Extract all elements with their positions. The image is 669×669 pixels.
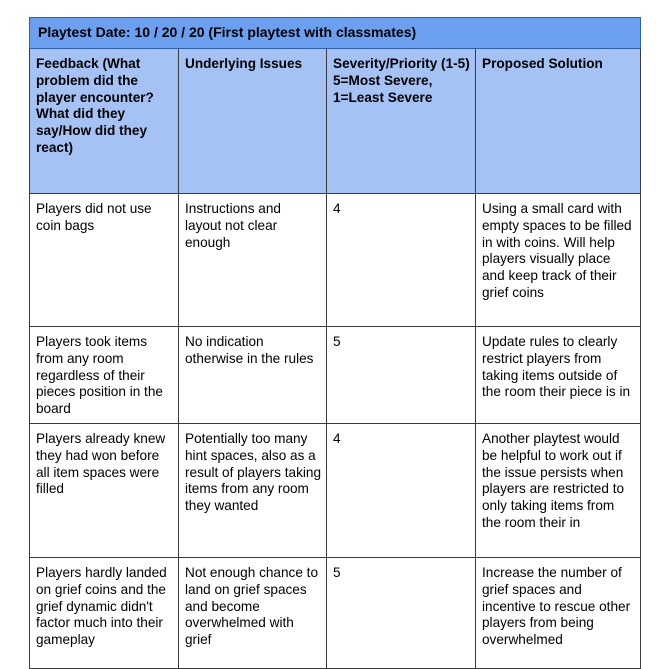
issues-cell: Potentially too many hint spaces, also as a result of players taking items from any room they wanted [179,423,327,557]
feedback-cell: Players hardly landed on grief coins and the grief dynamic didn't factor much into their gameplay [30,557,179,668]
table-row [30,327,641,424]
solution-cell: Update rules to clearly restrict players from taking items outside of the room their piece is in [476,327,641,424]
header-severity: Severity/Priority (1-5) 5=Most Severe, 1=Least Severe [327,49,476,194]
severity-cell: 5 [327,557,476,668]
issues-cell: Instructions and layout not clear enough [179,194,327,327]
feedback-cell: Players did not use coin bags [30,194,179,327]
header-proposed-solution: Proposed Solution [476,49,641,194]
feedback-cell: Players already knew they had won before all item spaces were filled [30,423,179,557]
header-feedback: Feedback (What problem did the player encounter? What did they say/How did they react) [30,49,179,194]
playtest-title: Playtest Date: 10 / 20 / 20 (First playtest with classmates) [30,18,641,49]
table-row [30,423,641,557]
issues-cell: No indication otherwise in the rules [179,327,327,424]
issues-cell: Not enough chance to land on grief spaces and become overwhelmed with grief [179,557,327,668]
solution-cell: Increase the number of grief spaces and incentive to rescue other players from being overwhelmed [476,557,641,668]
playtest-table [29,17,641,669]
solution-cell: Using a small card with empty spaces to be filled in with coins. Will help players visually place and keep track of their grief coins [476,194,641,327]
title-row [30,18,641,49]
header-row [30,49,641,194]
header-underlying-issues: Underlying Issues [179,49,327,194]
severity-cell: 4 [327,194,476,327]
solution-cell: Another playtest would be helpful to work out if the issue persists when players are restricted to only taking items from the room their in [476,423,641,557]
feedback-cell: Players took items from any room regardless of their pieces position in the board [30,327,179,424]
severity-cell: 4 [327,423,476,557]
severity-cell: 5 [327,327,476,424]
table-row [30,557,641,668]
table-row [30,194,641,327]
